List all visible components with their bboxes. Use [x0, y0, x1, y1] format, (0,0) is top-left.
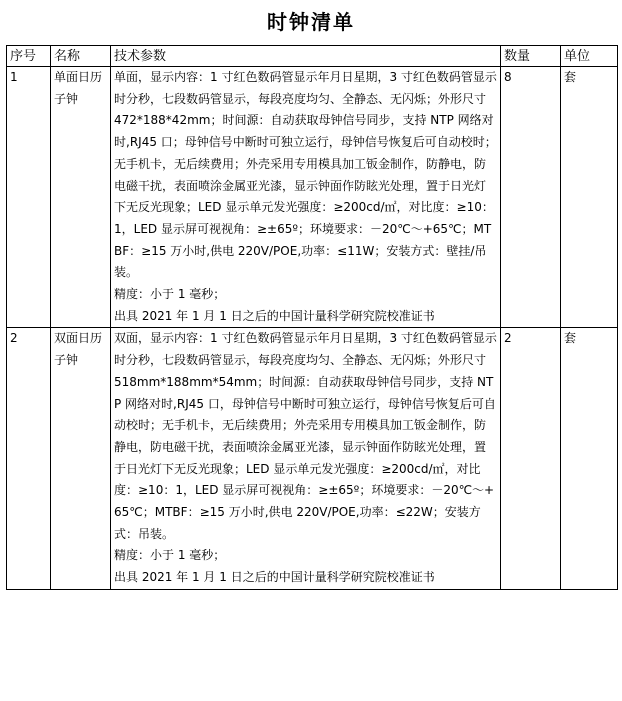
page-title: 时钟清单	[267, 10, 355, 34]
table-header-row	[7, 46, 618, 67]
param-certificate: 出具 2021 年 1 月 1 日之后的中国计量科学研究院校准证书	[114, 308, 435, 323]
param-description: 双面，显示内容：1 寸红色数码管显示年月日星期，3 寸红色数码管显示时分秒，七段数码管显示，每段亮度均匀、全静态、无闪烁；外形尺寸 518mm*188mm*54mm；时间源：自动获取母钟信号同步，支持 NTP 网络对时,RJ45 口，母钟信号中断时可独立运行，母钟信号恢复后可自动校时；无手机卡，无后续费用；外壳采用专用模具加工钣金制作，防静电，防电磁干扰，表面喷涂金属亚光漆，显示钟面作防眩光处理，置于日光灯下无反光现象；LED 显示单元发光强度：≥200cd/㎡，对比度：≥10：1，LED 显示屏可视视角：≥±65º；环境要求：－20℃～+65℃；MTBF：≥15 万小时,供电 220V/POE,功率：≤22W；安装方式：吊装。	[114, 331, 497, 541]
table-row	[7, 67, 618, 328]
header-unit: 单位	[561, 46, 618, 67]
row-seq: 1	[7, 67, 51, 328]
header-params: 技术参数	[111, 46, 501, 67]
row-qty: 2	[501, 328, 561, 589]
row-name: 单面日历子钟	[51, 67, 111, 328]
row-params	[111, 328, 501, 589]
row-unit: 套	[561, 67, 618, 328]
row-seq: 2	[7, 328, 51, 589]
param-precision: 精度：小于 1 毫秒；	[114, 548, 226, 563]
row-name: 双面日历子钟	[51, 328, 111, 589]
row-qty: 8	[501, 67, 561, 328]
row-unit: 套	[561, 328, 618, 589]
clock-spec-table	[6, 45, 618, 590]
row-params	[111, 67, 501, 328]
header-seq: 序号	[7, 46, 51, 67]
header-qty: 数量	[501, 46, 561, 67]
param-certificate: 出具 2021 年 1 月 1 日之后的中国计量科学研究院校准证书	[114, 570, 435, 585]
param-precision: 精度：小于 1 毫秒；	[114, 287, 226, 302]
header-name: 名称	[51, 46, 111, 67]
table-row	[7, 328, 618, 589]
param-description: 单面，显示内容：1 寸红色数码管显示年月日星期，3 寸红色数码管显示时分秒，七段数码管显示，每段亮度均匀、全静态、无闪烁；外形尺寸 472*188*42mm；时间源：自动获取母钟信号同步，支持 NTP 网络对时,RJ45 口；母钟信号中断时可独立运行，母钟信号恢复后可自动校时；无手机卡，无后续费用；外壳采用专用模具加工钣金制作，防静电，防电磁干扰，表面喷涂金属亚光漆，显示钟面作防眩光处理，置于日光灯下无反光现象；LED 显示单元发光强度：≥200cd/㎡，对比度：≥10：1，LED 显示屏可视视角：≥±65º；环境要求：－20℃～+65℃；MTBF：≥15 万小时,供电 220V/POE,功率：≤11W；安装方式：壁挂/吊装。	[114, 70, 497, 280]
